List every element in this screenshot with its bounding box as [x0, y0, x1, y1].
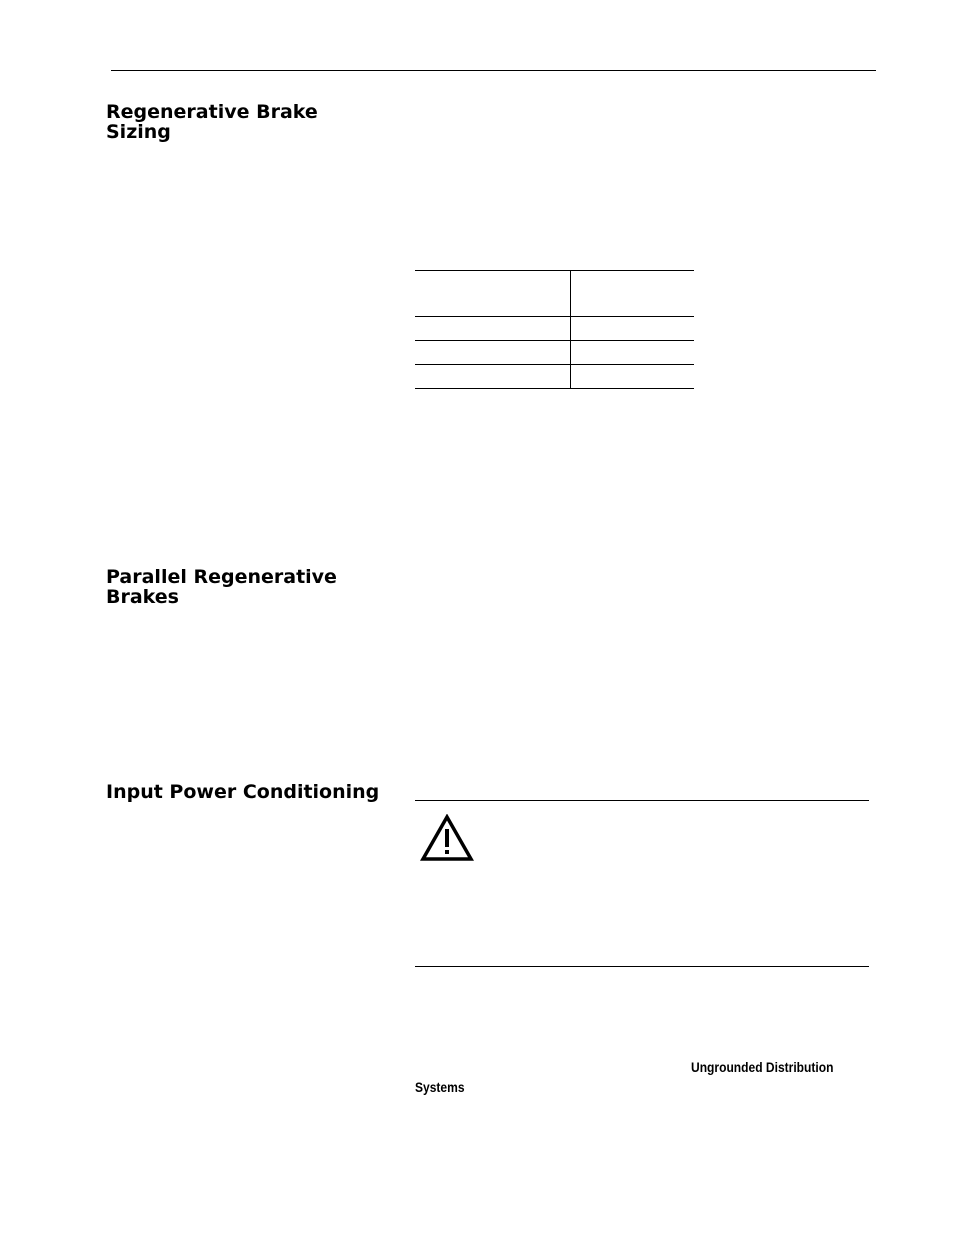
header-rule [111, 70, 876, 71]
table-row [415, 317, 694, 341]
heading-regenerative-brake-sizing: Regenerative Brake Sizing [106, 101, 318, 143]
brake-sizing-table [415, 270, 694, 389]
table-cell [571, 341, 695, 365]
table-cell [571, 317, 695, 341]
table-header-cell [571, 271, 695, 317]
heading-parallel-regenerative-brakes: Parallel Regenerative Brakes [106, 566, 337, 608]
table-cell [415, 341, 571, 365]
warning-triangle-icon [420, 814, 474, 862]
heading-input-power-conditioning: Input Power Conditioning [106, 781, 380, 803]
warning-top-rule [415, 800, 869, 801]
cross-reference-text: Ungrounded Distribution [691, 1059, 834, 1075]
warning-bottom-rule [415, 966, 869, 967]
cross-reference-text: Systems [415, 1079, 465, 1095]
table-header-row [415, 271, 694, 317]
table-cell [571, 365, 695, 389]
table-cell [415, 365, 571, 389]
table-cell [415, 317, 571, 341]
table-header-cell [415, 271, 571, 317]
table-row [415, 341, 694, 365]
table-row [415, 365, 694, 389]
